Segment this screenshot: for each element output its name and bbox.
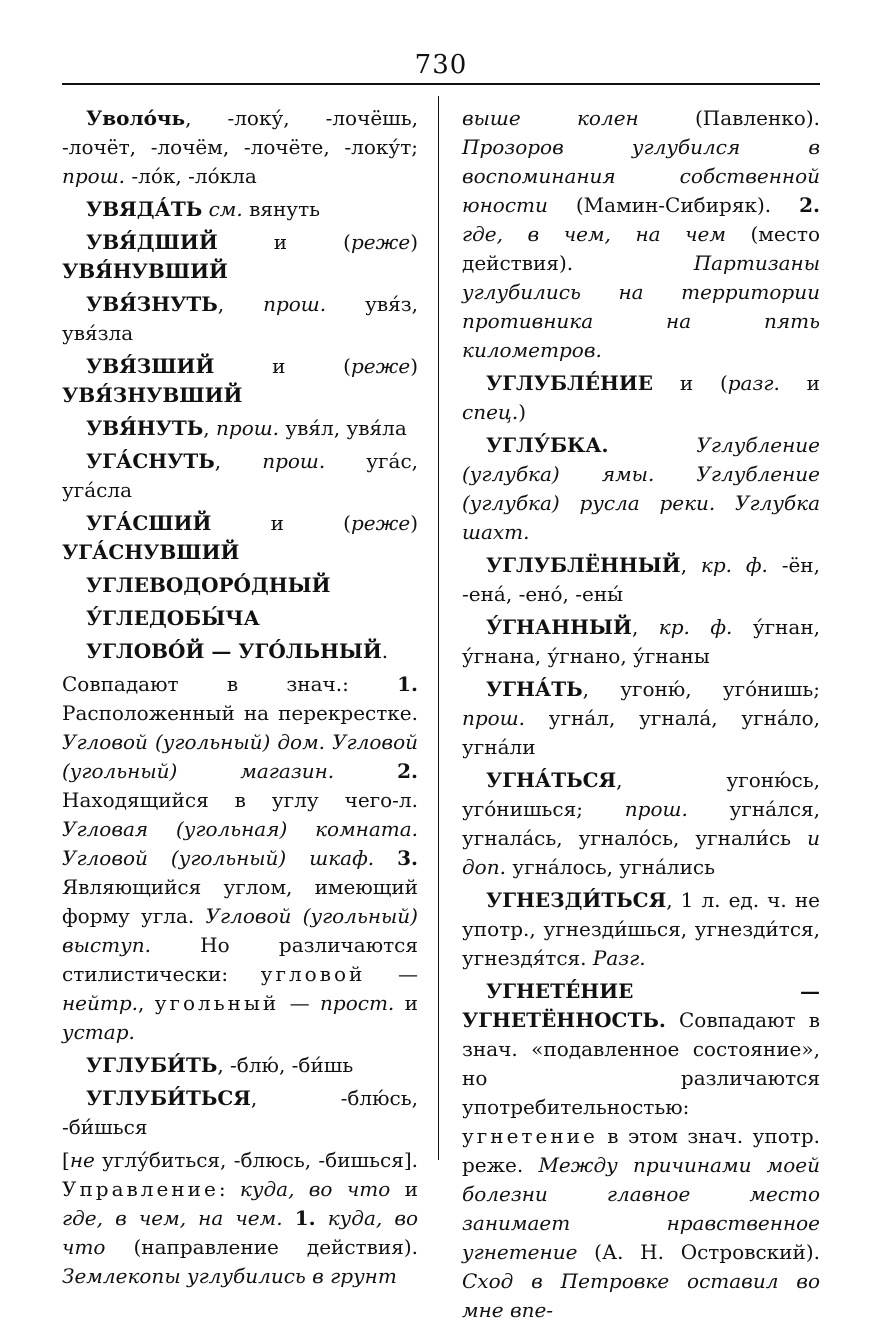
- italic-text: не: [69, 1148, 95, 1172]
- italic-text: реже: [350, 230, 411, 254]
- entry-text: [374, 846, 397, 870]
- left-column: [62, 104, 418, 1295]
- dictionary-entry: [62, 228, 418, 286]
- entry-text: (место действия).: [462, 222, 820, 275]
- headword: УГЛУ́БКА.: [486, 433, 609, 457]
- entry-text: увя́з, увя́зла: [62, 292, 418, 345]
- entry-text: угна́лось, угна́лись: [505, 855, 716, 879]
- italic-text: Землекопы углубились в грунт: [62, 1264, 397, 1288]
- dictionary-entry: [62, 414, 418, 443]
- headword: УВЯ́ЗНУВШИЙ: [62, 383, 243, 407]
- entry-text: , -блю́, -би́шь: [217, 1053, 354, 1077]
- italic-text: куда, во что: [239, 1177, 391, 1201]
- dictionary-entry: [62, 509, 418, 567]
- entry-text: и: [779, 371, 820, 395]
- dictionary-entry: [462, 369, 820, 427]
- entry-text: углу́биться, -блюсь, -бишься].: [94, 1148, 418, 1172]
- column-divider: [438, 96, 439, 1160]
- italic-text: Между причинами моей болезни главное место занимает нравственное угнетение: [462, 1153, 820, 1264]
- headword: УГЛУБЛЕ́НИЕ: [486, 371, 654, 395]
- entry-text: угна́лся, угнала́сь, угнало́сь, угнали́сь: [462, 797, 820, 850]
- dictionary-entry: [462, 886, 820, 973]
- entry-text: ,: [214, 449, 263, 473]
- italic-text: разг.: [727, 371, 780, 395]
- entry-text: ,: [631, 615, 659, 639]
- entry-text: -ло́к, -ло́кла: [125, 164, 257, 188]
- dictionary-entry: [62, 104, 418, 191]
- italic-text: Разг.: [592, 946, 646, 970]
- headword: У́ГЛЕДОБЫ́ЧА: [86, 606, 260, 630]
- entry-text: ,: [680, 553, 701, 577]
- italic-text: прош.: [262, 449, 326, 473]
- italic-text: где, в чем, на чем.: [62, 1206, 283, 1230]
- entry-text: ,: [203, 416, 217, 440]
- dictionary-entry: [462, 104, 820, 365]
- entry-text: (А. Н. Островский).: [577, 1240, 820, 1264]
- entry-text: -ён, -ена́, -ено́, -ены́: [462, 553, 820, 606]
- entry-text: угна́л, угнала́, угна́ло, угна́ли: [462, 706, 820, 759]
- italic-text: где, в чем, на чем: [462, 222, 726, 246]
- dictionary-entry: [62, 637, 418, 666]
- headword: УГЛЕВОДОРО́ДНЫЙ: [86, 573, 331, 597]
- entry-text: ): [410, 511, 418, 535]
- italic-text: кр. ф.: [658, 615, 733, 639]
- headword: УВЯ́НУТЬ: [86, 416, 204, 440]
- right-column: [462, 104, 820, 1329]
- dictionary-entry: [62, 670, 418, 1047]
- headword: УГЛУБИ́ТЬСЯ: [86, 1086, 251, 1110]
- italic-text: реже: [350, 354, 411, 378]
- entry-text: , угоню́сь, уго́нишься;: [462, 768, 820, 821]
- spaced-text: угловой: [260, 962, 366, 986]
- headword: УГНА́ТЬСЯ: [486, 768, 617, 792]
- entry-text: и: [394, 991, 419, 1015]
- headword: УВЯ́ЗНУТЬ: [86, 292, 218, 316]
- entry-text: ,: [217, 292, 264, 316]
- dictionary-entry: [62, 290, 418, 348]
- headword: УВЯ́ЗШИЙ: [86, 354, 215, 378]
- dictionary-entry: [462, 613, 820, 671]
- italic-text: нейтр.: [62, 991, 139, 1015]
- entry-text: Находящийся в углу чего-л.: [62, 788, 418, 812]
- entry-text: —: [279, 991, 321, 1015]
- entry-text: и (: [214, 354, 351, 378]
- italic-text: прош.: [216, 416, 280, 440]
- italic-text: устар.: [62, 1020, 135, 1044]
- headword: 2.: [799, 193, 820, 217]
- entry-text: Совпадают в знач.:: [62, 672, 398, 696]
- entry-text: в этом знач. употр. реже.: [462, 1124, 820, 1177]
- italic-text: выше колен: [462, 106, 639, 130]
- headword: УГА́СНУВШИЙ: [62, 540, 240, 564]
- headword: У́ГНАННЫЙ: [486, 615, 632, 639]
- headword: УГЛУБИ́ТЬ: [86, 1053, 218, 1077]
- spaced-text: Управление: [62, 1177, 219, 1201]
- entry-text: , -блю́сь, -би́шься: [62, 1086, 418, 1139]
- entry-text: Расположенный на перекрестке.: [62, 701, 418, 725]
- header-rule: [62, 83, 820, 85]
- entry-text: Являющийся углом, имеющий форму угла.: [62, 875, 418, 928]
- dictionary-entry: [62, 352, 418, 410]
- entry-text: ,: [138, 991, 155, 1015]
- headword: 1.: [397, 672, 418, 696]
- entry-text: и (: [217, 230, 351, 254]
- dictionary-entry: [62, 1084, 418, 1142]
- entry-text: .: [381, 639, 389, 663]
- entry-text: у́гнан, у́гнана, у́гнано, у́гнаны: [462, 615, 821, 668]
- entry-text: увя́л, увя́ла: [279, 416, 407, 440]
- entry-text: [: [62, 1148, 70, 1172]
- page-number: 730: [414, 50, 468, 80]
- headword: УГА́СНУТЬ: [86, 449, 215, 473]
- italic-text: см.: [202, 197, 243, 221]
- entry-text: , -локу́, -лочёшь, -лочёт, -лочём, -лочёте, -локу́т;: [62, 106, 418, 159]
- italic-text: Прозоров углубился в воспоминания собственной юности: [462, 135, 820, 217]
- headword: УГНЕЗДИ́ТЬСЯ: [486, 888, 667, 912]
- italic-text: Сход в Петровке оставил во мне впе-: [462, 1269, 820, 1322]
- italic-text: Угловой (угольный) выступ.: [62, 904, 418, 957]
- headword: УВЯДА́ТЬ: [86, 197, 203, 221]
- dictionary-entry: [62, 571, 418, 600]
- entry-text: и: [390, 1177, 418, 1201]
- entry-text: , угоню́, уго́нишь;: [582, 677, 820, 701]
- italic-text: прош.: [462, 706, 526, 730]
- headword: УГНА́ТЬ: [486, 677, 583, 701]
- headword: УГЛОВО́Й — УГО́ЛЬНЫЙ: [86, 639, 382, 663]
- entry-text: [283, 1206, 295, 1230]
- entry-text: [609, 433, 697, 457]
- headword: 2.: [397, 759, 418, 783]
- italic-text: спец.: [462, 400, 519, 424]
- spaced-text: угнетение: [462, 1124, 598, 1148]
- entry-text: Совпадают в знач. «подавленное состояние», но различаются употребительностью:: [462, 1008, 820, 1119]
- italic-text: Партизаны углубились на территории противника на пять километров.: [462, 251, 820, 362]
- spaced-text: угольный: [154, 991, 280, 1015]
- entry-text: уга́с, уга́сла: [62, 449, 418, 502]
- entry-text: [334, 759, 397, 783]
- entry-text: (Павленко).: [638, 106, 820, 130]
- entry-text: ): [410, 230, 418, 254]
- entry-text: (Мамин-Сибиряк).: [547, 193, 800, 217]
- italic-text: кр. ф.: [700, 553, 768, 577]
- dictionary-entry: [62, 447, 418, 505]
- headword: УГЛУБЛЁННЫЙ: [486, 553, 681, 577]
- dictionary-entry: [462, 766, 820, 882]
- italic-text: реже: [350, 511, 411, 535]
- dictionary-entry: [462, 977, 820, 1325]
- entry-text: ): [410, 354, 418, 378]
- italic-text: прош.: [624, 797, 688, 821]
- dictionary-entry: [62, 1051, 418, 1080]
- italic-text: куда, во что: [62, 1206, 419, 1259]
- headword: УГА́СШИЙ: [86, 511, 212, 535]
- entry-text: , 1 л. ед. ч. не употр., угнезди́шься, угнезди́тся, угнездя́тся.: [462, 888, 820, 970]
- headword: 1.: [294, 1206, 316, 1230]
- italic-text: прош.: [263, 292, 327, 316]
- headword: УВЯ́НУВШИЙ: [62, 259, 228, 283]
- italic-text: Угловая (угольная) комната. Угловой (угольный) шкаф.: [62, 817, 418, 870]
- headword: УВЯ́ДШИЙ: [86, 230, 218, 254]
- dictionary-entry: [462, 551, 820, 609]
- entry-text: и (: [211, 511, 351, 535]
- entry-text: [316, 1206, 328, 1230]
- entry-text: ): [518, 400, 527, 424]
- entry-text: :: [218, 1177, 240, 1201]
- dictionary-entry: [462, 675, 820, 762]
- headword: УГНЕТЕ́НИЕ — УГНЕТЁННОСТЬ.: [462, 979, 820, 1032]
- dictionary-entry: [62, 604, 418, 633]
- italic-text: Углубление (углубка) ямы. Углубление (углубка) русла реки. Углубка шахт.: [462, 433, 820, 544]
- entry-text: вянуть: [242, 197, 321, 221]
- dictionary-entry: [62, 195, 418, 224]
- entry-text: Но различаются стилистически:: [62, 933, 418, 986]
- headword: Уволо́чь: [86, 106, 186, 130]
- italic-text: Угловой (угольный) дом. Угловой (угольный) магазин.: [62, 730, 418, 783]
- headword: 3.: [397, 846, 419, 870]
- entry-text: —: [365, 962, 418, 986]
- entry-text: (направление действия).: [105, 1235, 418, 1259]
- dictionary-entry: [462, 431, 820, 547]
- entry-text: и (: [653, 371, 728, 395]
- italic-text: прост.: [320, 991, 395, 1015]
- italic-text: прош.: [62, 164, 126, 188]
- dictionary-entry: [62, 1146, 418, 1291]
- italic-text: и доп.: [462, 826, 820, 879]
